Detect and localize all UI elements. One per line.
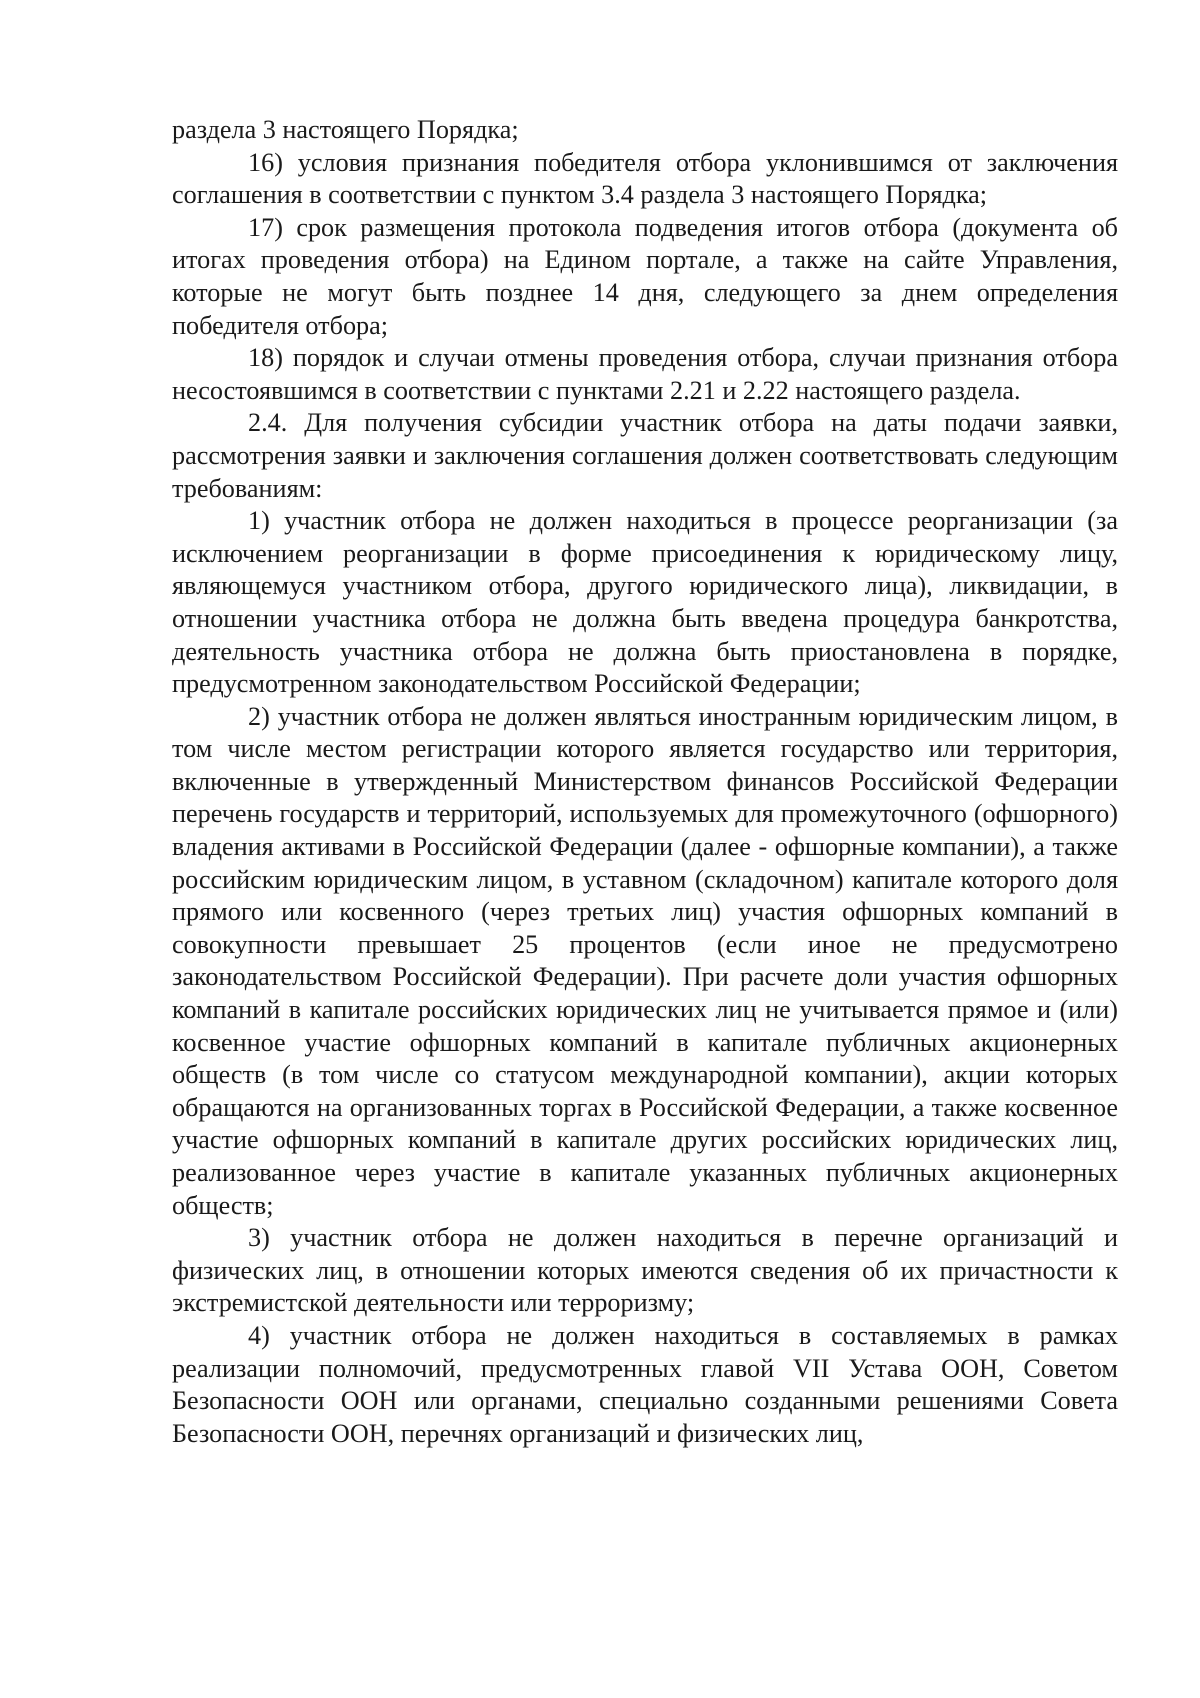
- paragraph-requirement-3: 3) участник отбора не должен находиться в перечне организаций и физических лиц, в отношении которых имеются сведения об их причастности к экстремистской деятельности или терроризму;: [172, 1223, 1118, 1318]
- document-body: [172, 114, 1118, 1450]
- paragraph-requirement-4: 4) участник отбора не должен находиться в составляемых в рамках реализации полномочий, предусмотренных главой VII Устава ООН, Советом Безопасности ООН или органами, специально созданными решениями Совета Безопасности ООН, перечнях организаций и физических лиц,: [172, 1320, 1118, 1448]
- paragraph-requirement-2: 2) участник отбора не должен являться иностранным юридическим лицом, в том числе местом регистрации которого является государство или территория, включенные в утвержденный Министерством финансов Российской Федерации перечень государств и территорий, используемых для промежуточного (офшорного) владения активами в Российской Федерации (далее - офшорные компании), а также российским юридическим лицом, в уставном (складочном) капитале которого доля прямого или косвенного (через третьих лиц) участия офшорных компаний в совокупности превышает 25 процентов (если иное не предусмотрено законодательством Российской Федерации). При расчете доли участия офшорных компаний в капитале российских юридических лиц не учитывается прямое и (или) косвенное участие офшорных компаний в капитале публичных акционерных обществ (в том числе со статусом международной компании), акции которых обращаются на организованных торгах в Российской Федерации, а также косвенное участие офшорных компаний в капитале других российских юридических лиц, реализованное через участие в капитале указанных публичных акционерных обществ;: [172, 701, 1118, 1220]
- paragraph-item-18: 18) порядок и случаи отмены проведения отбора, случаи признания отбора несостоявшимся в соответствии с пунктами 2.21 и 2.22 настоящего раздела.: [172, 343, 1118, 405]
- paragraph-requirement-1: 1) участник отбора не должен находиться в процессе реорганизации (за исключением реорганизации в форме присоединения к юридическому лицу, являющемуся участником отбора, другого юридического лица), ликвидации, в отношении участника отбора не должна быть введена процедура банкротства, деятельность участника отбора не должна быть приостановлена в порядке, предусмотренном законодательством Российской Федерации;: [172, 506, 1118, 699]
- paragraph-item-16: 16) условия признания победителя отбора уклонившимся от заключения соглашения в соответствии с пунктом 3.4 раздела 3 настоящего Порядка;: [172, 147, 1118, 210]
- paragraph-section-2-4: 2.4. Для получения субсидии участник отбора на даты подачи заявки, рассмотрения заявки и заключения соглашения должен соответствовать следующим требованиям:: [172, 408, 1118, 503]
- paragraph-continuation: раздела 3 настоящего Порядка;: [172, 115, 519, 144]
- paragraph-item-17: 17) срок размещения протокола подведения итогов отбора (документа об итогах проведения отбора) на Едином портале, а также на сайте Управления, которые не могут быть позднее 14 дня, следующего за днем определения победителя отбора;: [172, 212, 1118, 340]
